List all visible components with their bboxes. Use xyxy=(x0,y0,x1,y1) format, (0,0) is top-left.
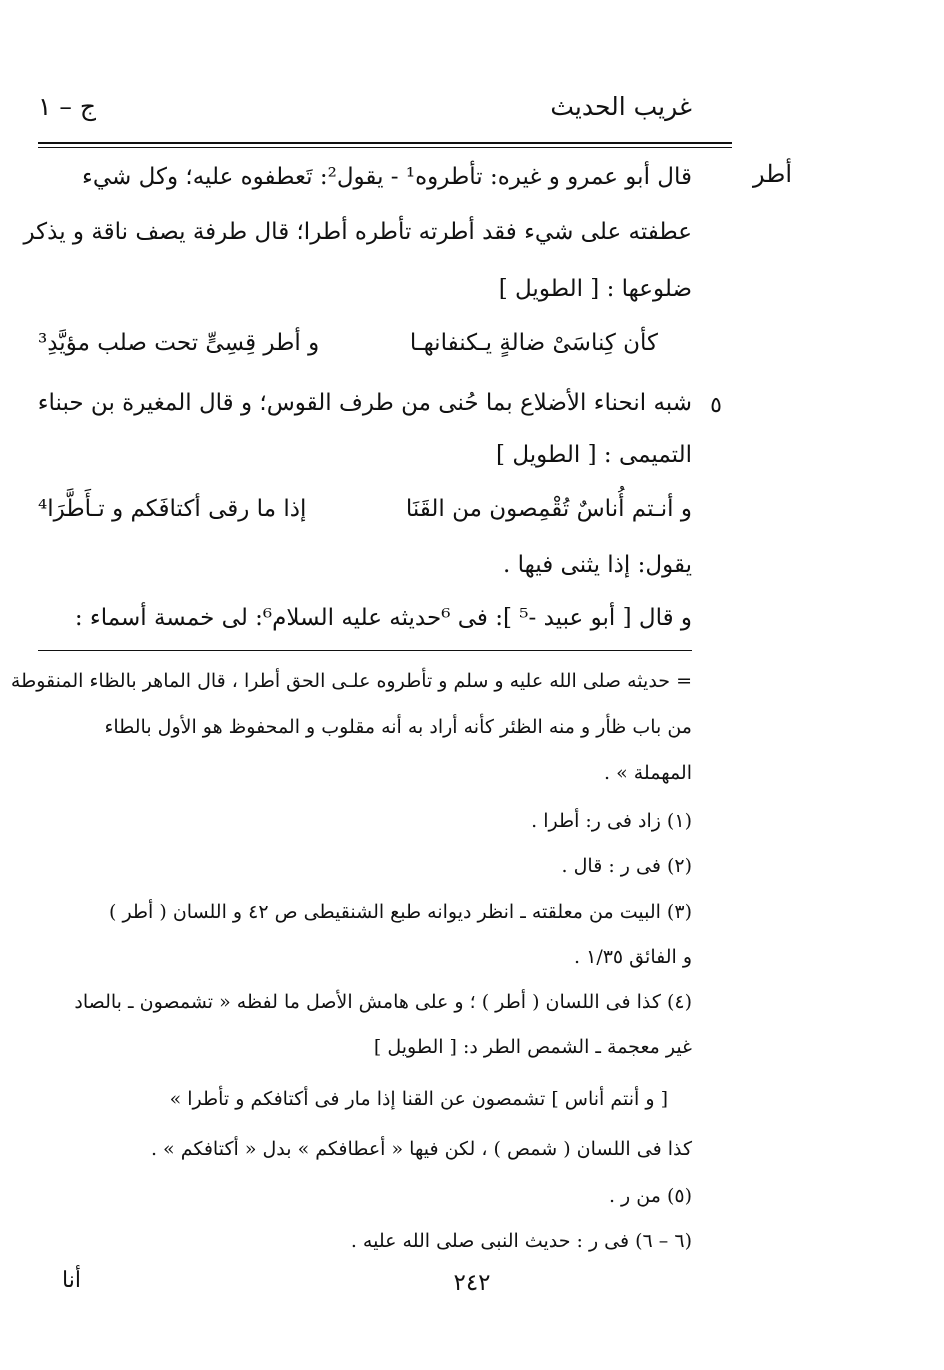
footnote-4-line-2: غير معجمة ـ الشمص الطر د: [ الطويل ] xyxy=(373,1036,692,1058)
footnote-2: (٢) فى ر : قال . xyxy=(561,855,692,877)
main-line-2: عطفته على شيء فقد أطرته تأطره أطرا؛ قال طرفة يصف ناقة و يذكر xyxy=(23,219,692,245)
footnote-4-line-4: كذا فى اللسان ( شمص ) ، لكن فيها « أعطافكم » بدل « أكتافكم » . xyxy=(150,1138,692,1160)
verse-1-first-hemistich: كأن كِناسَىْ ضالةٍ يـكنفانهـا xyxy=(409,330,658,356)
margin-headword: أطر xyxy=(752,160,792,188)
margin-line-number: ٥ xyxy=(710,393,722,418)
footnote-4-verse: [ و أنتم أناس ] تشمصون عن القنا إذا مار فى أكتافكم و تأطرا » xyxy=(169,1088,668,1110)
catchword: أنا xyxy=(62,1268,81,1293)
volume-marker: ج – ١ xyxy=(38,92,96,121)
footnote-continuation-3: المهملة » . xyxy=(603,762,692,784)
verse-2-second-hemistich: إذا ما رقى أكتافَكم و تـأَطَّرَا⁴ xyxy=(38,496,307,522)
footnote-6: (٦ – ٦) فى ر : حديث النبى صلى الله عليه . xyxy=(350,1230,692,1252)
main-line-3: ضلوعها : [ الطويل ] xyxy=(498,276,692,302)
footnote-separator xyxy=(38,650,692,651)
header-rule-thick xyxy=(38,142,732,144)
header-rule-thin xyxy=(38,147,732,148)
footnote-1: (١) زاد فى ر: أطرا . xyxy=(531,810,692,832)
main-line-1: قال أبو عمرو و غيره: تأطروه¹ - يقول²: تَعطفوه عليه؛ وكل شيء xyxy=(82,164,692,190)
footnote-5: (٥) من ر . xyxy=(608,1185,692,1207)
footnote-continuation-2: من باب ظأر و منه الظئر كأنه أراد به أنه مقلوب و المحفوظ هو الأول بالطاء xyxy=(104,716,692,738)
main-line-4: شبه انحناء الأضلاع بما حُنى من طرف القوس؛ و قال المغيرة بن حبناء xyxy=(37,390,692,416)
main-line-7: و قال [ أبو عبيد -⁵ ]: فى ⁶حديثه عليه السلام⁶: لى خمسة أسماء : xyxy=(74,605,692,631)
footnote-3-line-1: (٣) البيت من معلقته ـ انظر ديوانه طبع الشنقيطى ص ٤٢ و اللسان ( أطر ) xyxy=(109,901,692,923)
verse-2-first-hemistich: و أنـتم أُناسٌ تُقْمِصون من القَنَا xyxy=(405,496,692,522)
verse-1-second-hemistich: و أطر قِسِىٍّ تحت صلب مؤيَّدِ³ xyxy=(38,330,320,356)
main-line-5: التميمى : [ الطويل ] xyxy=(496,442,692,468)
footnote-continuation-1: = حديثه صلى الله عليه و سلم و تأطروه علـى الحق أطرا ، قال الماهر بالظاء المنقوطة xyxy=(10,670,692,692)
main-line-6: يقول: إذا يثنى فيها . xyxy=(503,552,692,578)
footnote-4-line-1: (٤) كذا فى اللسان ( أطر ) ؛ و على هامش الأصل ما لفظه « تشمصون ـ بالصاد xyxy=(74,991,692,1013)
page-number: ٢٤٢ xyxy=(453,1270,491,1296)
verse-2 xyxy=(38,494,692,524)
running-title: غريب الحديث xyxy=(550,92,692,121)
verse-1 xyxy=(38,328,692,358)
footnote-3-line-2: و الفائق ١/٣٥ . xyxy=(574,946,692,968)
